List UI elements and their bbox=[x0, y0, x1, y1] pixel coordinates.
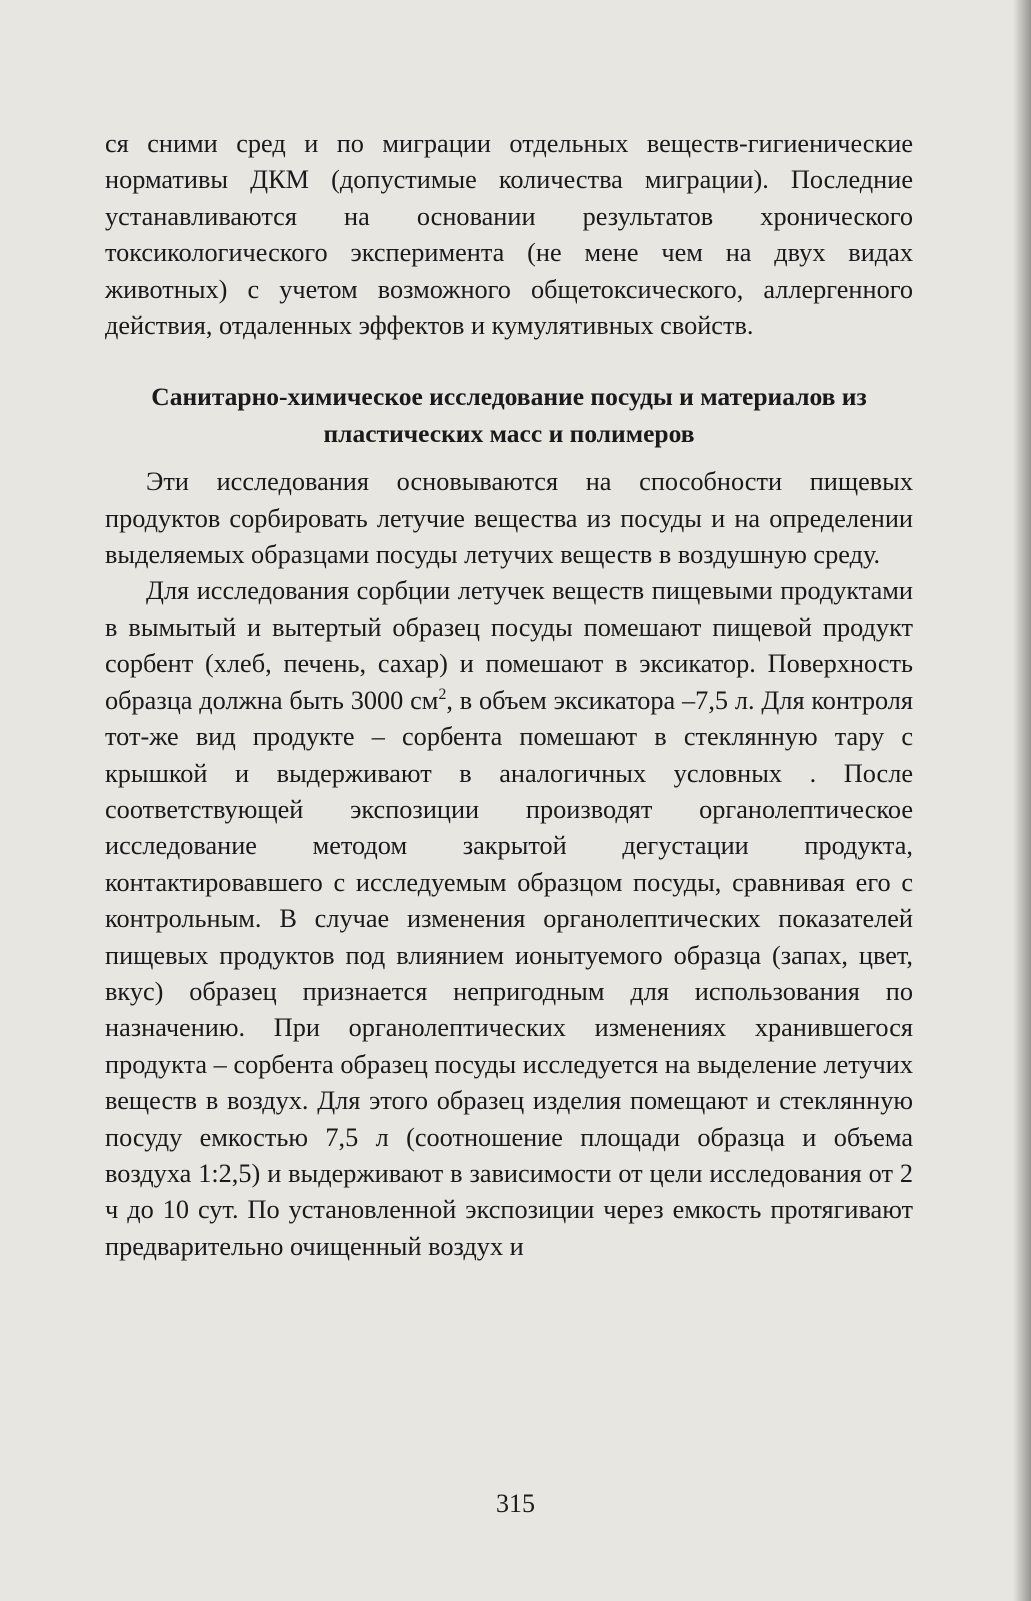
page-text bbox=[105, 126, 913, 1265]
page-number: 315 bbox=[496, 1489, 535, 1518]
superscript-two: 2 bbox=[438, 685, 447, 703]
paragraph-sorption-method bbox=[105, 573, 913, 1265]
sorption-text-end: , в объем эксикатора –7,5 л. Для контроля тот-же вид продукте – сорбента помешают в стеклянную тару с крышкой и выдерживают в аналогичных условных . После соответствующей экспозиции производят органолептическое исследование методом закрытой дегустации продукта, контактировавшего с исследуемым образцом посуды, сравнивая его с контрольным. В случае изменения органолептических показателей пищевых продуктов под влиянием ионытуемого образца (запах, цвет, вкус) образец признается непригодным для использования по назначению. При органолептических изменениях хранившегося продукта – сорбента образец посуды исследуется на выделение летучих веществ в воздух. Для этого образец изделия помещают и стеклянную посуду емкостью 7,5 л (соотношение площади образца и объема воздуха 1:2,5) и выдерживают в зависимости от цели исследования от 2 ч до 10 сут. По установленной экспозиции через емкость протягивают предварительно очищенный воздух и bbox=[105, 685, 914, 1261]
paragraph-hygiene-norms: ся сними сред и по миграции отдельных веществ-гигиенические нормативы ДКМ (допустимые количества миграции). Последние устанавливаются на основании результатов хронического токсикологического эксперимента (не мене чем на двух видах животных) с учетом возможного общетоксического, аллергенного действия, отдаленных эффектов и кумулятивных свойств. bbox=[105, 129, 913, 341]
paragraph-research-basis: Эти исследования основываются на способности пищевых продуктов сорбировать летучие вещества из посуды и на определении выделяемых образцами посуды летучих веществ в воздушную среду. bbox=[105, 467, 913, 570]
section-heading: Санитарно-химическое исследование посуды и материалов из пластических масс и полимеров bbox=[151, 382, 867, 448]
sorption-text-start: Для исследования сорбции летучек веществ пищевыми продуктами в вымытый и вытертый образец посуды помешают пищевой продукт сорбент (хлеб, печень, сахар) и помешают в эксикатор. Поверхность образца должна быть 3000 см bbox=[105, 576, 913, 715]
